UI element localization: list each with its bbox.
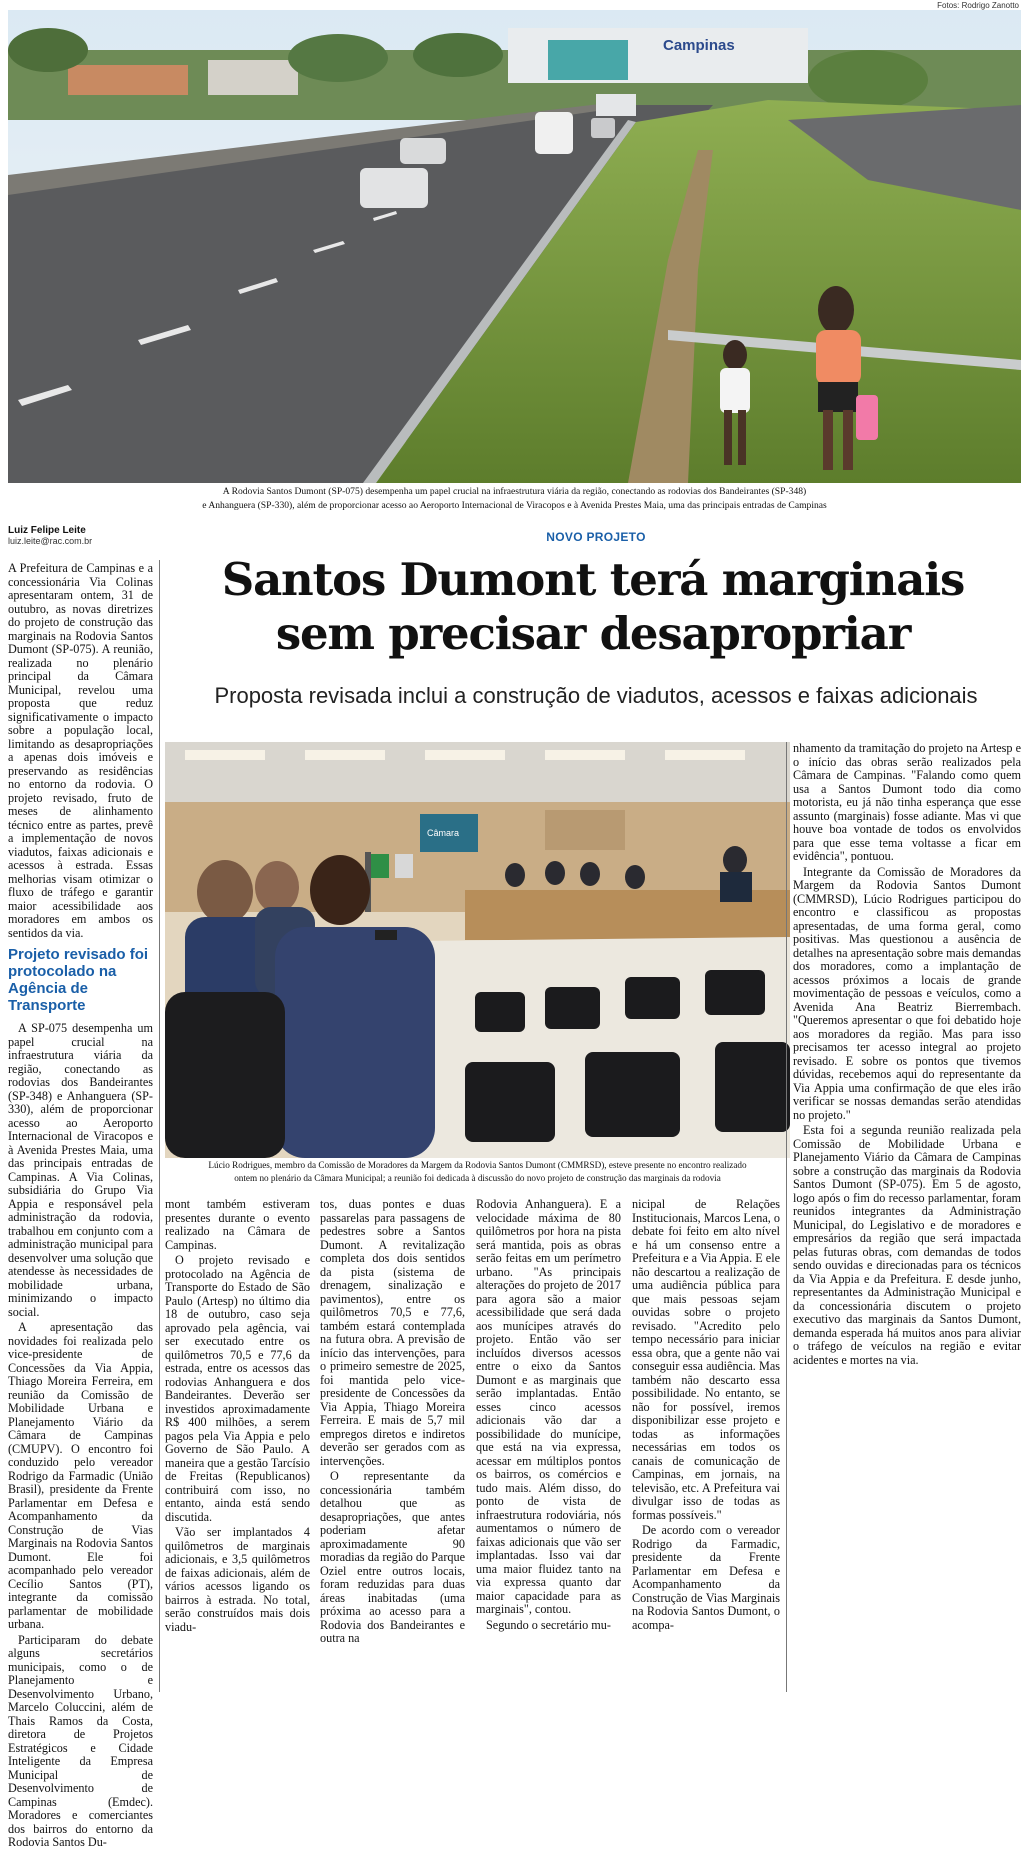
subhead: Proposta revisada inclui a construção de viadutos, acessos e faixas adicionais (214, 683, 978, 708)
plenary-illustration (165, 742, 790, 1158)
col3-paragraph-1: tos, duas pontes e duas passarelas para passagens de pedestres sobre a Santos Dumont. A revitalização completa dos dois sentidos da pista (sistema de drenagem, sinalização e pavimentos), entre os quilômetros 70,5 e 77,6, também estará contemplada na futura obra. A previsão de início das intervenções, para o primeiro semestre de 2025, foi mantida pelo vice-presidente de Concessões da Via Appia, Thiago Moreira Ferreira. E mais de 5,7 mil empregos diretos e indiretos deverão ser gerados com as intervenções. (320, 1197, 465, 1468)
col2-paragraph-1: mont também estiveram presentes durante o evento realizado na Câmara de Campinas. (165, 1197, 310, 1252)
top-caption-line-1: A Rodovia Santos Dumont (SP-075) desempenha um papel crucial na infraestrutura viária da região, conectando as rodovias dos Bandeirantes (SP-348) (222, 486, 807, 497)
col1-paragraph-1: A Prefeitura de Campinas e a concessionária Via Colinas apresentaram ontem, 31 de outubro, as novas diretrizes do projeto de construção das marginais na Rodovia Santos Dumont (SP-075). A reunião, realizada no plenário principal da Câmara Municipal, revelou uma proposta que reduz significativamente o impacto sobre a população local, limitando as desapropriações a apenas dois imóveis e preservando as residências no entorno da rodovia. O projeto revisado, fruto de meses de alinhamento técnico entre as partes, prevê a implementação de novos viadutos, faixas adicionais e acessos à estrada. Essas melhorias visam otimizar o fluxo de tráfego e garantir maior acessibilidade aos moradores em ambos os sentidos da via. (8, 561, 153, 940)
column-3 (320, 1198, 465, 1692)
col5-paragraph-2: De acordo com o vereador Rodrigo da Farmadic, presidente da Frente Parlamentar em Defesa e Acompanhamento da Construção de Vias Marginais na Rodovia Santos Dumont, o acompa- (632, 1523, 780, 1632)
screen-text: Câmara (427, 828, 460, 838)
inner-photo-caption (165, 1159, 790, 1185)
column-4 (476, 1198, 621, 1692)
col2-paragraph-3: Vão ser implantados 4 quilômetros de marginais adicionais, e 3,5 quilômetros de faixas adicionais, além de vários acessos ligando os bairros à estrada. No total, serão construídos mais dois viadu- (165, 1525, 310, 1634)
col1-paragraph-4: Participaram do debate alguns secretários municipais, como o de Planejamento e Desenvolvimento Urbano, Marcelo Coluccini, além de Thais Ramos da Costa, diretora de Projetos Estratégicos e Cidade Inteligente da Empresa Municipal de Desenvolvimento de Campinas (Emdec). Moradores e comerciantes dos bairros do entorno da Rodovia Santos Du- (8, 1632, 153, 1849)
col1-paragraph-2: A SP-075 desempenha um papel crucial na infraestrutura viária da região, conectando as rodovias dos Bandeirantes (SP-348) e Anhanguera (SP-330), além de proporcionar acesso ao Aeroporto Internacional de Viracopos e à Avenida Prestes Maia, uma das principais entradas de Campinas. A Via Colinas, subsidiária do Grupo Via Appia e responsável pela administração da rodovia, trabalhou em conjunto com a administração municipal para desenvolver uma solução que atendesse às necessidades de mobilidade urbana, minimizando o impacto social. (8, 1021, 153, 1319)
headline-line-2: sem precisar desapropriar (275, 607, 911, 660)
car-white-suv (360, 168, 428, 208)
top-photo-highway (8, 10, 1021, 483)
inner-caption-line-2: ontem no plenário da Câmara Municipal; a reunião foi dedicada à discussão do novo projeto de construção das marginais da rodovia (234, 1173, 721, 1183)
author-email: luiz.leite@rac.com.br (8, 536, 93, 546)
col6-paragraph-1: nhamento da tramitação do projeto na Artesp e o início das obras serão realizados pela Câmara de Campinas. "Falando como quem usa a Santos Dumont todo dia como motorista, eu já não tinha esperança que esse assunto (marginais) fosse adiante. Mas vi que houve boa vontade de todos os envolvidos para que esse tema voltasse a ficar em evidência", pontuou. (793, 741, 1021, 863)
photo-credit: Fotos: Rodrigo Zanotto (937, 1, 1019, 10)
col1-paragraph-3: A apresentação das novidades foi realizada pelo vice-presidente de Concessões da Via Appia, Thiago Moreira Ferreira, em reunião da Comissão de Mobilidade Urbana e Planejamento Viário da Câmara de Campinas (CMUPV). O encontro foi conduzido pelo vereador Rodrigo da Farmadic (União Brasil), presidente da Frente Parlamentar em Defesa e Acompanhamento da Construção de Vias Marginais na Rodovia Santos Dumont. Ele foi acompanhado pelo vereador Cecílio Santos (PT), integrante da comissão parlamentar de mobilidade urbana. (8, 1320, 153, 1631)
inner-photo-plenary (165, 742, 790, 1158)
top-caption-line-2: e Anhanguera (SP-330), além de proporcionar acesso ao Aeroporto Internacional de Viracopos e à Avenida Prestes Maia, uma das principais entradas de Campinas (202, 500, 827, 511)
col6-paragraph-2: Integrante da Comissão de Moradores da Margem da Rodovia Santos Dumont (CMMRSD), Lúcio Rodrigues participou do encontro e classificou as propostas apresentadas, de uma forma geral, como positivas. Mas questionou a ausência de detalhes na apresentação sobre mais demandas dos moradores, como a implantação de acessos próximos a locais de grande movimentação de pessoas e veículos, como a Avenida Ana Beatriz Bierrembach. "Queremos apresentar o que foi debatido hoje aos moradores da região. Mas para isso precisamos ter acesso integral ao projeto revisado. E sobre os pontos que tivemos dúvidas, recebemos aqui do representante da Via Appia uma confirmação de que eles irão verificar se nossas demandas serão atendidas no projeto." (793, 864, 1021, 1122)
column-6 (793, 742, 1021, 1692)
col6-paragraph-3: Esta foi a segunda reunião realizada pela Comissão de Mobilidade Urbana e Planejamento Viário da Câmara de Campinas sobre a construção das marginais da Rodovia Santos Dumont (SP-075). Em 5 de agosto, logo após o fim do recesso parlamentar, foram reunidos integrantes da Administração Municipal, do Legislativo e de moradores e empresários da região que será impactada pelas futuras obras, com demandas de todos sendo ouvidas e direcionadas para os técnicos da Via Appia e da Prefeitura. E desde junho, representantes da Administração Municipal e da concessionária discutem o projeto executivo das marginais da Santos Dumont, demanda esperada há muitos anos para aliviar o tráfego de veículos na região e evitar acidentes e mortes na via. (793, 1123, 1021, 1367)
col1-intertitle: Projeto revisado foi protocolado na Agência de Transporte (8, 946, 149, 1014)
column-divider-2 (786, 742, 787, 1692)
col2-paragraph-2: O projeto revisado e protocolado na Agência de Transporte do Estado de São Paulo (Artesp) no último dia 18 de outubro, caso seja aprovado pela agência, vai ser executado entre os quilômetros 70,5 e 77,6 da estrada, entre os acessos das rodovias Anhanguera e dos Bandeirantes. Deverão ser investidos aproximadamente R$ 400 milhões, a serem pagos pela Via Appia e pelo Governo de São Paulo. A maneira que a gestão Tarcísio de Freitas (Republicanos) contribuirá com isso, no entanto, ainda está sendo discutida. (165, 1253, 310, 1524)
top-photo-caption (100, 485, 929, 513)
headline-line-1: Santos Dumont terá marginais (221, 553, 965, 606)
headline (162, 553, 1024, 661)
author-name: Luiz Felipe Leite (8, 525, 86, 536)
col3-paragraph-2: O representante da concessionária também detalhou que as desapropriações, que antes poderiam afetar aproximadamente 90 moradias da região do Parque Oziel entre outros locais, foram reduzidas para duas áreas inabitadas (uma próxima ao acesso para a Rodovia dos Bandeirantes e outra na (320, 1469, 465, 1645)
col4-paragraph-1: Rodovia Anhanguera). E a velocidade máxima de 80 quilômetros por hora na pista será mantida, pois as obras serão feitas em um perímetro urbano. "As principais alterações do projeto de 2017 para agora são a maior acessibilidade que será dada aos munícipes através do projeto. Então vão ser incluídos diversos acessos entre o eixo da Santos Dumont e as marginais que serão implantadas. Então esses cinco acessos adicionais vão dar a possibilidade do munícipe, que está na via expressa, acessar em múltiplos pontos os bairros, os comércios e tudo mais. Além disso, do ponto de vista de infraestrutura rodoviária, nós aumentamos o número de faixas adicionais que vão ser implantadas. Isso vai dar uma maior fluidez tanto na via expressa quanto dar maior capacidade para as marginais", contou. (476, 1197, 621, 1616)
campinas-sign: Campinas (663, 37, 735, 54)
byline (8, 525, 158, 546)
column-5 (632, 1198, 780, 1692)
column-divider-1 (159, 560, 160, 1692)
kicker: NOVO PROJETO (546, 530, 646, 544)
inner-caption-line-1: Lúcio Rodrigues, membro da Comissão de Moradores da Margem da Rodovia Santos Dumont (CMMRSD), esteve presente no encontro realizado (208, 1160, 747, 1170)
col4-paragraph-2: Segundo o secretário mu- (486, 1617, 611, 1632)
highway-illustration (8, 10, 1021, 483)
col5-paragraph-1: nicipal de Relações Institucionais, Marcos Lena, o debate foi feito em alto nível e há um consenso entre a Prefeitura e a Via Appia. E ele não descartou a realização de uma audiência pública para que mais pessoas sejam ouvidas sobre o projeto revisado. "Acredito pelo tempo necessário para iniciar essa obra, que a gente não vai conseguir essa audiência. Mas também não descarto essa possibilidade. No entanto, se não for possível, iremos disponibilizar esse projeto e todas as informações necessárias em todos os canais de comunicação de Campinas, em jornais, na televisão, etc. A Prefeitura vai divulgar isso de todas as formas possíveis." (632, 1197, 780, 1522)
column-2 (165, 1198, 310, 1692)
column-1 (8, 561, 153, 1849)
